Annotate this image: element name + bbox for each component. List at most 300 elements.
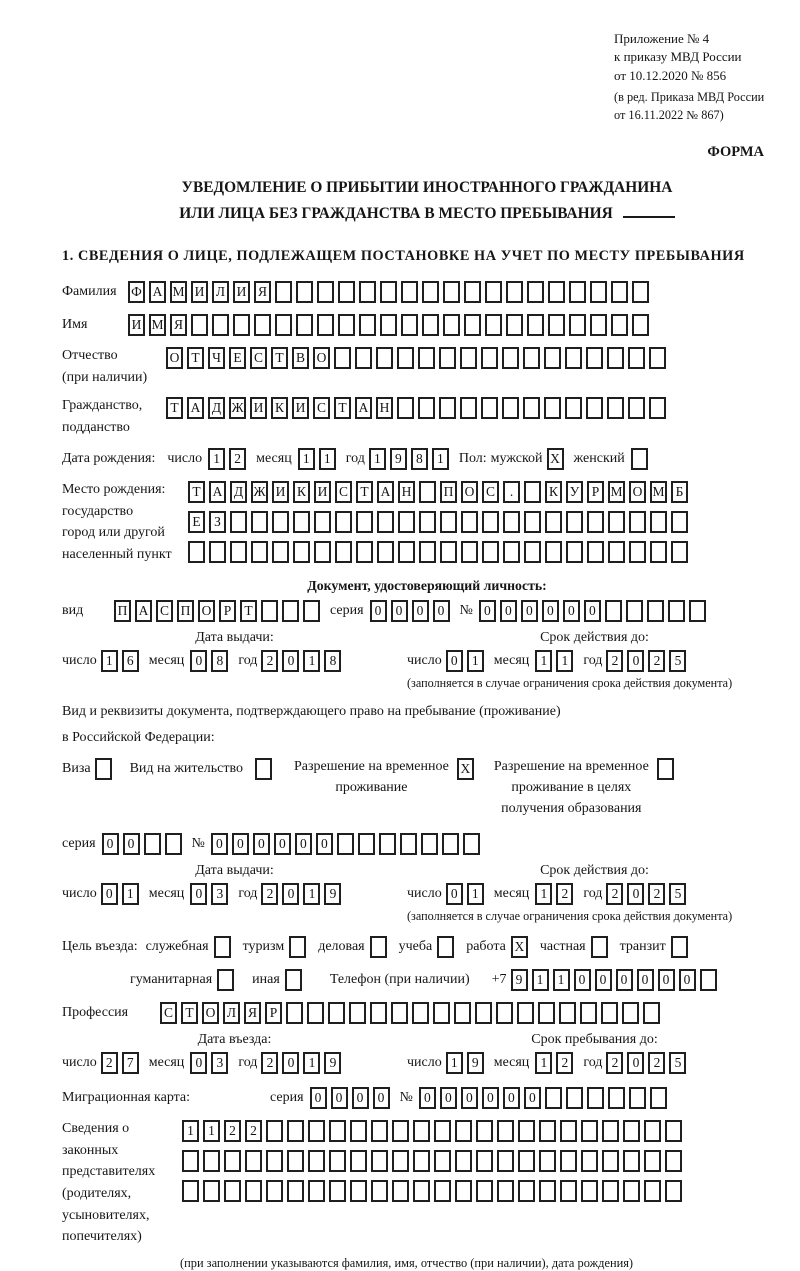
char-cell[interactable]: 1 [303,1052,320,1074]
char-cell[interactable] [503,511,520,533]
char-cell[interactable]: 0 [479,600,496,622]
char-cell[interactable]: 7 [122,1052,139,1074]
char-cell[interactable]: О [202,1002,219,1024]
char-cell[interactable]: И [250,397,267,419]
char-cell[interactable]: 0 [282,883,299,905]
char-cell[interactable]: 9 [324,1052,341,1074]
char-cell[interactable]: 0 [563,600,580,622]
char-cell[interactable]: И [233,281,250,303]
char-cell[interactable] [559,1002,576,1024]
char-cell[interactable]: 3 [211,1052,228,1074]
char-cell[interactable] [503,541,520,563]
char-cell[interactable]: 0 [627,650,644,672]
char-cell[interactable] [261,600,278,622]
char-cell[interactable]: С [313,397,330,419]
char-cell[interactable] [591,936,608,958]
char-cell[interactable]: 1 [467,883,484,905]
char-cell[interactable]: 1 [535,883,552,905]
char-cell[interactable] [182,1150,199,1172]
char-cell[interactable] [476,1180,493,1202]
char-cell[interactable] [544,347,561,369]
char-cell[interactable]: 0 [391,600,408,622]
char-cell[interactable] [251,541,268,563]
char-cell[interactable]: 2 [556,1052,573,1074]
char-cell[interactable] [398,511,415,533]
char-cell[interactable] [217,969,234,991]
char-cell[interactable]: П [114,600,131,622]
char-cell[interactable] [605,600,622,622]
char-cell[interactable] [518,1180,535,1202]
char-cell[interactable] [266,1120,283,1142]
char-cell[interactable] [440,511,457,533]
char-cell[interactable] [293,511,310,533]
char-cell[interactable] [481,347,498,369]
char-cell[interactable] [308,1120,325,1142]
char-cell[interactable]: 1 [556,650,573,672]
char-cell[interactable]: Н [398,481,415,503]
char-cell[interactable] [338,281,355,303]
char-cell[interactable] [485,314,502,336]
char-cell[interactable]: 1 [532,969,549,991]
char-cell[interactable] [602,1180,619,1202]
char-cell[interactable] [602,1150,619,1172]
char-cell[interactable] [569,314,586,336]
char-cell[interactable]: 2 [648,1052,665,1074]
char-cell[interactable] [391,1002,408,1024]
char-cell[interactable] [464,281,481,303]
char-cell[interactable] [496,1002,513,1024]
char-cell[interactable]: А [355,397,372,419]
char-cell[interactable]: Я [244,1002,261,1024]
char-cell[interactable] [497,1120,514,1142]
char-cell[interactable] [475,1002,492,1024]
char-cell[interactable]: 1 [369,448,386,470]
char-cell[interactable] [440,541,457,563]
char-cell[interactable] [254,314,271,336]
char-cell[interactable] [502,397,519,419]
char-cell[interactable] [590,314,607,336]
char-cell[interactable] [506,281,523,303]
char-cell[interactable] [439,347,456,369]
char-cell[interactable] [539,1180,556,1202]
char-cell[interactable] [611,314,628,336]
char-cell[interactable] [400,833,417,855]
char-cell[interactable] [398,541,415,563]
char-cell[interactable] [538,1002,555,1024]
char-cell[interactable] [224,1180,241,1202]
char-cell[interactable]: Л [212,281,229,303]
char-cell[interactable] [307,1002,324,1024]
char-cell[interactable] [455,1150,472,1172]
char-cell[interactable] [443,314,460,336]
char-cell[interactable] [392,1180,409,1202]
char-cell[interactable]: 0 [370,600,387,622]
char-cell[interactable]: 5 [669,1052,686,1074]
char-cell[interactable]: 0 [524,1087,541,1109]
char-cell[interactable]: 1 [101,650,118,672]
char-cell[interactable] [314,541,331,563]
char-cell[interactable]: В [292,347,309,369]
char-cell[interactable] [602,1120,619,1142]
char-cell[interactable] [506,314,523,336]
char-cell[interactable] [224,1150,241,1172]
char-cell[interactable] [628,347,645,369]
char-cell[interactable] [356,541,373,563]
char-cell[interactable]: 8 [211,650,228,672]
char-cell[interactable] [643,1002,660,1024]
char-cell[interactable] [524,541,541,563]
char-cell[interactable] [422,281,439,303]
char-cell[interactable] [255,758,272,780]
char-cell[interactable] [212,314,229,336]
char-cell[interactable] [671,541,688,563]
char-cell[interactable]: 2 [556,883,573,905]
char-cell[interactable]: К [293,481,310,503]
char-cell[interactable] [376,347,393,369]
char-cell[interactable] [460,347,477,369]
char-cell[interactable] [644,1150,661,1172]
char-cell[interactable] [455,1180,472,1202]
char-cell[interactable] [358,833,375,855]
char-cell[interactable] [581,1150,598,1172]
char-cell[interactable] [418,397,435,419]
char-cell[interactable]: С [482,481,499,503]
char-cell[interactable] [317,281,334,303]
char-cell[interactable]: 0 [446,883,463,905]
char-cell[interactable] [296,314,313,336]
char-cell[interactable] [566,541,583,563]
char-cell[interactable] [329,1120,346,1142]
char-cell[interactable] [482,541,499,563]
char-cell[interactable]: 0 [446,650,463,672]
char-cell[interactable] [338,314,355,336]
char-cell[interactable]: О [461,481,478,503]
char-cell[interactable]: 1 [467,650,484,672]
char-cell[interactable] [590,281,607,303]
char-cell[interactable] [497,1180,514,1202]
char-cell[interactable] [359,281,376,303]
char-cell[interactable]: 0 [482,1087,499,1109]
char-cell[interactable]: 9 [390,448,407,470]
char-cell[interactable]: 0 [679,969,696,991]
char-cell[interactable] [626,600,643,622]
char-cell[interactable]: О [313,347,330,369]
char-cell[interactable]: 1 [319,448,336,470]
char-cell[interactable] [565,347,582,369]
char-cell[interactable] [296,281,313,303]
char-cell[interactable]: Т [181,1002,198,1024]
char-cell[interactable]: Н [376,397,393,419]
char-cell[interactable] [502,347,519,369]
char-cell[interactable] [545,541,562,563]
char-cell[interactable]: 0 [232,833,249,855]
char-cell[interactable]: И [292,397,309,419]
char-cell[interactable] [214,936,231,958]
char-cell[interactable]: 0 [637,969,654,991]
char-cell[interactable] [560,1180,577,1202]
char-cell[interactable]: И [314,481,331,503]
char-cell[interactable]: 2 [245,1120,262,1142]
char-cell[interactable] [518,1120,535,1142]
char-cell[interactable]: Я [170,314,187,336]
char-cell[interactable] [671,936,688,958]
char-cell[interactable] [308,1180,325,1202]
char-cell[interactable] [461,511,478,533]
char-cell[interactable]: Я [254,281,271,303]
char-cell[interactable]: 0 [461,1087,478,1109]
char-cell[interactable]: 0 [190,650,207,672]
char-cell[interactable] [566,511,583,533]
char-cell[interactable] [650,511,667,533]
char-cell[interactable]: 2 [229,448,246,470]
char-cell[interactable] [628,397,645,419]
char-cell[interactable] [356,511,373,533]
char-cell[interactable] [371,1150,388,1172]
char-cell[interactable] [397,347,414,369]
char-cell[interactable] [497,1150,514,1172]
char-cell[interactable] [586,397,603,419]
char-cell[interactable]: 1 [446,1052,463,1074]
char-cell[interactable] [350,1120,367,1142]
char-cell[interactable]: А [187,397,204,419]
char-cell[interactable]: X [511,936,528,958]
char-cell[interactable] [359,314,376,336]
char-cell[interactable] [560,1150,577,1172]
char-cell[interactable]: С [335,481,352,503]
char-cell[interactable] [607,397,624,419]
char-cell[interactable] [285,969,302,991]
char-cell[interactable] [401,281,418,303]
char-cell[interactable] [481,397,498,419]
char-cell[interactable]: Ч [208,347,225,369]
char-cell[interactable]: 1 [553,969,570,991]
char-cell[interactable] [665,1120,682,1142]
char-cell[interactable] [329,1180,346,1202]
char-cell[interactable]: 1 [303,883,320,905]
char-cell[interactable] [539,1150,556,1172]
char-cell[interactable]: Б [671,481,688,503]
char-cell[interactable] [665,1180,682,1202]
char-cell[interactable] [527,281,544,303]
char-cell[interactable]: 1 [535,650,552,672]
char-cell[interactable]: 5 [669,883,686,905]
char-cell[interactable] [182,1180,199,1202]
char-cell[interactable] [463,833,480,855]
char-cell[interactable]: Е [188,511,205,533]
char-cell[interactable] [608,1087,625,1109]
char-cell[interactable]: X [457,758,474,780]
char-cell[interactable] [581,1180,598,1202]
char-cell[interactable] [434,1180,451,1202]
char-cell[interactable]: 3 [211,883,228,905]
char-cell[interactable]: Ж [229,397,246,419]
char-cell[interactable] [524,481,541,503]
char-cell[interactable] [650,1087,667,1109]
char-cell[interactable]: Т [271,347,288,369]
char-cell[interactable]: 0 [190,883,207,905]
char-cell[interactable] [419,541,436,563]
char-cell[interactable] [401,314,418,336]
char-cell[interactable] [272,511,289,533]
char-cell[interactable] [377,511,394,533]
char-cell[interactable]: С [156,600,173,622]
char-cell[interactable]: 2 [648,650,665,672]
char-cell[interactable] [523,347,540,369]
char-cell[interactable]: X [547,448,564,470]
char-cell[interactable] [203,1150,220,1172]
char-cell[interactable] [566,1087,583,1109]
char-cell[interactable] [632,314,649,336]
char-cell[interactable] [245,1150,262,1172]
char-cell[interactable]: 9 [467,1052,484,1074]
char-cell[interactable] [524,511,541,533]
char-cell[interactable]: Д [230,481,247,503]
char-cell[interactable] [203,1180,220,1202]
char-cell[interactable]: 0 [627,883,644,905]
char-cell[interactable] [95,758,112,780]
char-cell[interactable]: 0 [331,1087,348,1109]
char-cell[interactable] [266,1150,283,1172]
char-cell[interactable]: А [377,481,394,503]
char-cell[interactable]: 0 [352,1087,369,1109]
char-cell[interactable]: П [440,481,457,503]
char-cell[interactable] [539,1120,556,1142]
char-cell[interactable] [379,833,396,855]
char-cell[interactable] [422,314,439,336]
char-cell[interactable] [689,600,706,622]
char-cell[interactable]: 0 [102,833,119,855]
char-cell[interactable] [421,833,438,855]
char-cell[interactable]: 1 [203,1120,220,1142]
char-cell[interactable] [335,511,352,533]
char-cell[interactable]: У [566,481,583,503]
char-cell[interactable] [392,1120,409,1142]
char-cell[interactable] [485,281,502,303]
char-cell[interactable] [191,314,208,336]
char-cell[interactable] [165,833,182,855]
char-cell[interactable] [548,281,565,303]
char-cell[interactable]: А [209,481,226,503]
char-cell[interactable] [565,397,582,419]
char-cell[interactable] [392,1150,409,1172]
char-cell[interactable] [629,1087,646,1109]
char-cell[interactable] [287,1180,304,1202]
char-cell[interactable] [476,1120,493,1142]
char-cell[interactable] [649,397,666,419]
char-cell[interactable] [587,541,604,563]
char-cell[interactable] [622,1002,639,1024]
char-cell[interactable]: М [149,314,166,336]
char-cell[interactable]: М [650,481,667,503]
char-cell[interactable]: Т [356,481,373,503]
char-cell[interactable]: 2 [606,1052,623,1074]
char-cell[interactable]: 1 [432,448,449,470]
char-cell[interactable] [334,347,351,369]
char-cell[interactable] [607,347,624,369]
char-cell[interactable]: 0 [310,1087,327,1109]
char-cell[interactable]: 0 [440,1087,457,1109]
char-cell[interactable] [266,1180,283,1202]
char-cell[interactable] [443,281,460,303]
char-cell[interactable] [317,314,334,336]
char-cell[interactable] [275,281,292,303]
char-cell[interactable]: 6 [122,650,139,672]
char-cell[interactable]: О [629,481,646,503]
char-cell[interactable] [370,1002,387,1024]
char-cell[interactable] [413,1120,430,1142]
char-cell[interactable] [545,1087,562,1109]
char-cell[interactable]: М [170,281,187,303]
char-cell[interactable] [337,833,354,855]
char-cell[interactable]: 0 [433,600,450,622]
char-cell[interactable]: 1 [535,1052,552,1074]
char-cell[interactable]: 0 [500,600,517,622]
char-cell[interactable] [439,397,456,419]
char-cell[interactable] [631,448,648,470]
char-cell[interactable] [442,833,459,855]
char-cell[interactable] [289,936,306,958]
char-cell[interactable] [587,511,604,533]
char-cell[interactable]: 0 [211,833,228,855]
char-cell[interactable] [476,1150,493,1172]
char-cell[interactable] [371,1120,388,1142]
char-cell[interactable]: 0 [419,1087,436,1109]
char-cell[interactable] [608,541,625,563]
char-cell[interactable]: 2 [261,650,278,672]
char-cell[interactable]: И [191,281,208,303]
char-cell[interactable] [580,1002,597,1024]
char-cell[interactable] [482,511,499,533]
char-cell[interactable]: 2 [101,1052,118,1074]
char-cell[interactable] [647,600,664,622]
char-cell[interactable] [233,314,250,336]
char-cell[interactable]: 0 [658,969,675,991]
char-cell[interactable]: 2 [606,883,623,905]
char-cell[interactable]: З [209,511,226,533]
char-cell[interactable]: К [545,481,562,503]
char-cell[interactable]: 8 [324,650,341,672]
char-cell[interactable]: 0 [574,969,591,991]
char-cell[interactable] [623,1120,640,1142]
char-cell[interactable]: Р [219,600,236,622]
char-cell[interactable] [657,758,674,780]
char-cell[interactable]: 0 [316,833,333,855]
char-cell[interactable] [329,1150,346,1172]
char-cell[interactable]: Р [587,481,604,503]
char-cell[interactable] [671,511,688,533]
char-cell[interactable] [665,1150,682,1172]
char-cell[interactable]: Р [265,1002,282,1024]
char-cell[interactable]: Л [223,1002,240,1024]
char-cell[interactable] [623,1180,640,1202]
char-cell[interactable]: Ф [128,281,145,303]
char-cell[interactable] [455,1120,472,1142]
char-cell[interactable] [464,314,481,336]
char-cell[interactable] [581,1120,598,1142]
char-cell[interactable] [629,541,646,563]
char-cell[interactable] [413,1180,430,1202]
char-cell[interactable]: 0 [123,833,140,855]
char-cell[interactable]: 8 [411,448,428,470]
char-cell[interactable] [370,936,387,958]
char-cell[interactable]: Т [188,481,205,503]
char-cell[interactable]: 0 [282,650,299,672]
char-cell[interactable]: 5 [669,650,686,672]
char-cell[interactable]: А [149,281,166,303]
char-cell[interactable] [230,511,247,533]
char-cell[interactable]: Т [240,600,257,622]
char-cell[interactable]: О [198,600,215,622]
